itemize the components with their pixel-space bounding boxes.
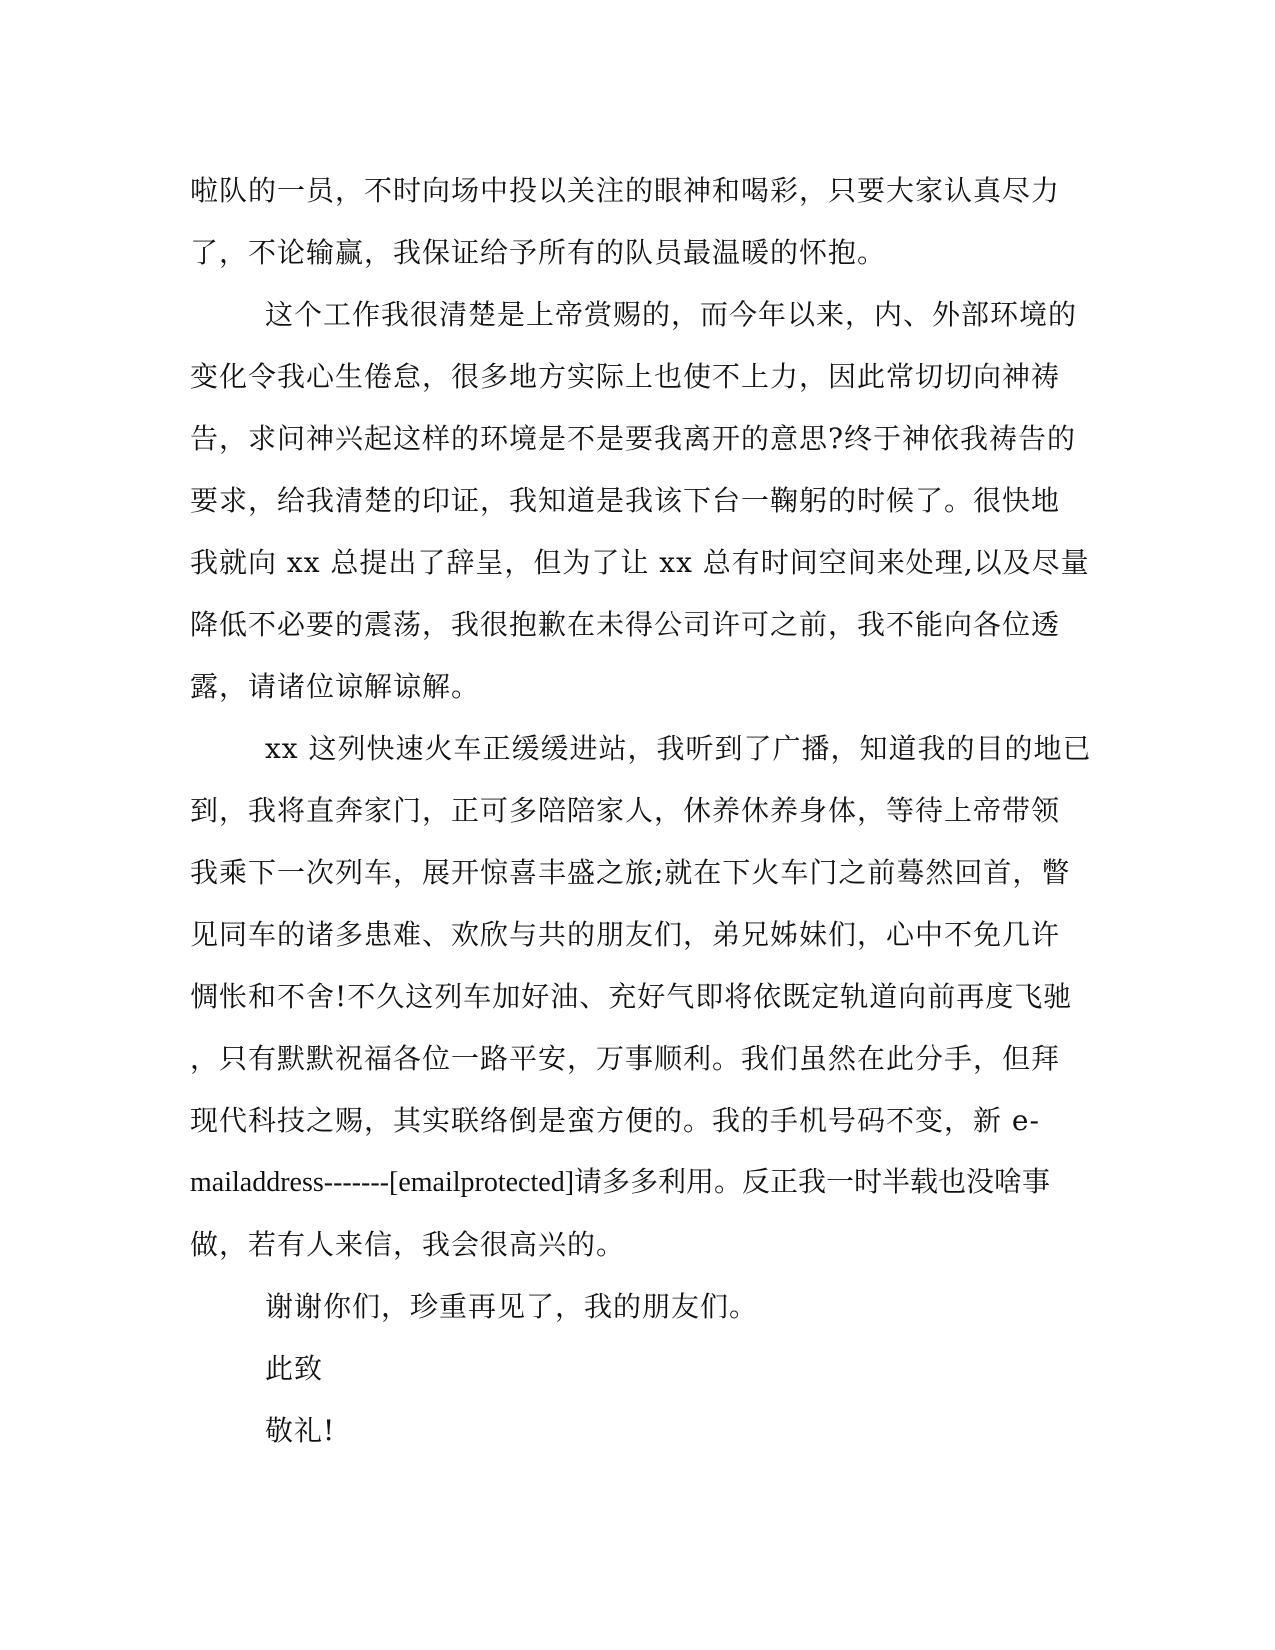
body-line: 做，若有人来信，我会很高兴的。 [190,1228,626,1261]
body-line: 了，不论输赢，我保证给予所有的队员最温暖的怀抱。 [190,236,887,269]
body-line: 变化令我心生倦怠，很多地方实际上也使不上力，因此常切切向神祷 [190,360,1061,393]
body-line: 要求，给我清楚的印证，我知道是我该下台一鞠躬的时候了。很快地 [190,484,1061,517]
body-line: 啦队的一员，不时向场中投以关注的眼神和喝彩，只要大家认真尽力 [190,174,1061,207]
body-line: 告，求问神兴起这样的环境是不是要我离开的意思?终于神依我祷告的 [190,422,1077,455]
body-line: 见同车的诸多患难、欢欣与共的朋友们，弟兄姊妹们，心中不免几许 [190,918,1061,951]
closing-regards: 敬礼! [265,1414,336,1447]
paragraph-start-line: 这个工作我很清楚是上帝赏赐的，而今年以来，内、外部环境的 [265,298,1078,331]
body-line: 我就向 xx 总提出了辞呈，但为了让 xx 总有时间空间来处理,以及尽量 [190,546,1090,579]
body-line: 露，请诸位谅解谅解。 [190,670,481,703]
body-line: 惆怅和不舍!不久这列车加好油、充好气即将依既定轨道向前再度飞驰 [190,980,1073,1013]
body-line: 我乘下一次列车，展开惊喜丰盛之旅;就在下火车门之前蓦然回首，瞥 [190,856,1071,889]
body-line: 降低不必要的震荡，我很抱歉在未得公司许可之前，我不能向各位透 [190,608,1061,641]
closing-salutation: 此致 [265,1352,324,1385]
email-line: mailaddress-------[emailprotected]请多多利用。反正我一时半载也没啥事 [190,1167,1051,1198]
body-line: 到，我将直奔家门，正可多陪陪家人，休养休养身体，等待上帝带领 [190,794,1061,827]
paragraph-start-line: xx 这列快速火车正缓缓进站，我听到了广播，知道我的目的地已 [265,732,1092,765]
closing-thanks: 谢谢你们，珍重再见了，我的朋友们。 [265,1290,759,1323]
letter-body [190,160,1090,1462]
body-line: 现代科技之赐，其实联络倒是蛮方便的。我的手机号码不变，新 e- [190,1104,1040,1137]
body-line: ，只有默默祝福各位一路平安，万事顺利。我们虽然在此分手，但拜 [190,1042,1061,1075]
